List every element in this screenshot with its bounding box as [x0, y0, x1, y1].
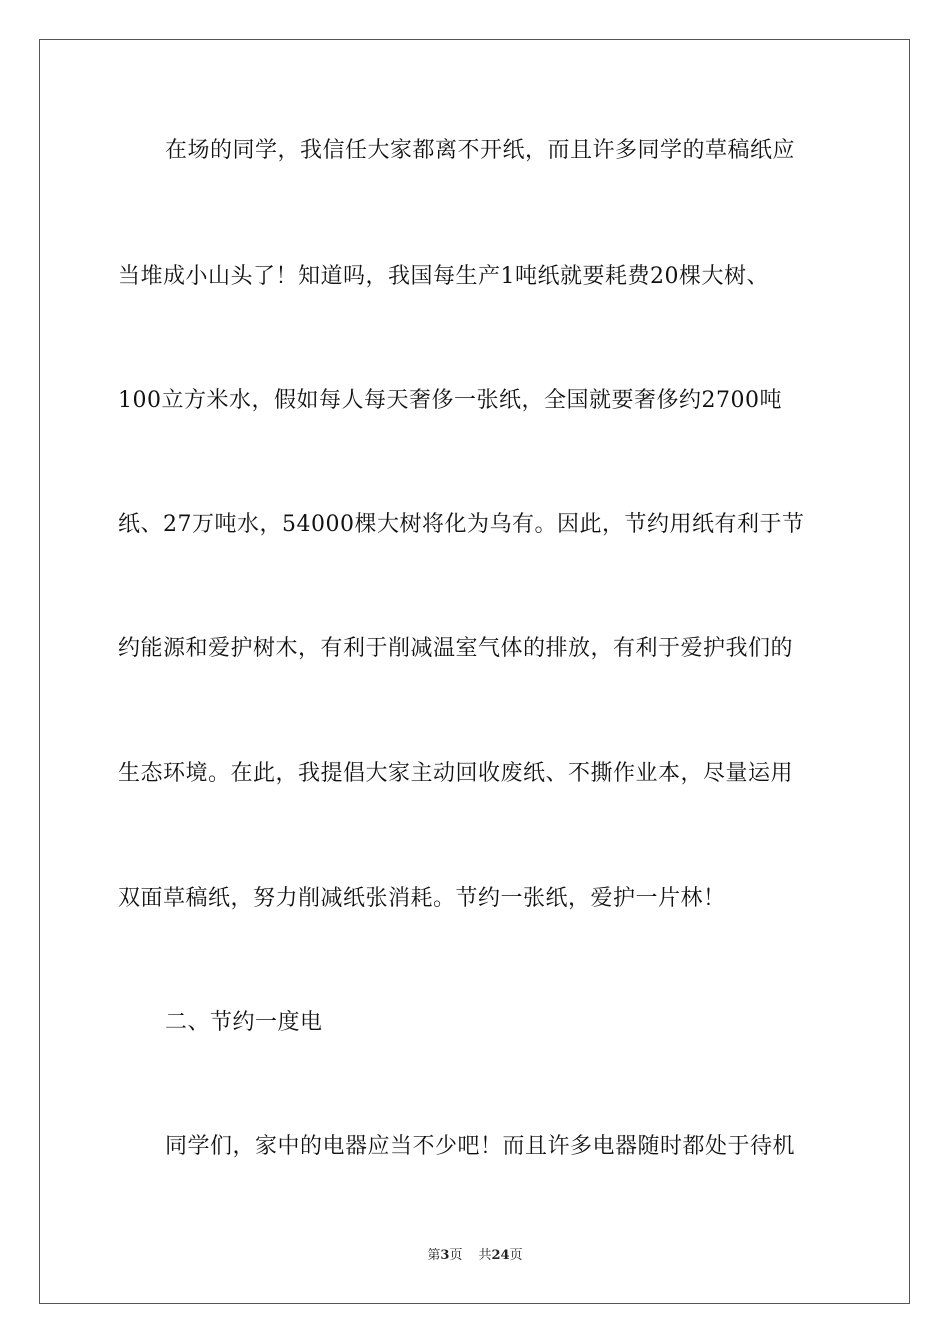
section-heading: 二、节约一度电: [165, 1010, 323, 1035]
paragraph-line: 在场的同学，我信任大家都离不开纸，而且许多同学的草稿纸应: [165, 138, 796, 163]
page-total: 24: [491, 1248, 510, 1263]
page-suffix: 页: [449, 1248, 463, 1263]
page-footer: [0, 1247, 950, 1265]
paragraph-line: 纸、27万吨水，54000棵大树将化为乌有。因此，节约用纸有利于节: [118, 512, 805, 537]
paragraph-line: 生态环境。在此，我提倡大家主动回收废纸、不撕作业本，尽量运用: [118, 761, 794, 786]
paragraph-line: 约能源和爱护树木，有利于削减温室气体的排放，有利于爱护我们的: [118, 636, 794, 661]
paragraph-line: 同学们，家中的电器应当不少吧！而且许多电器随时都处于待机: [165, 1134, 796, 1159]
page-number: 3: [440, 1248, 450, 1263]
paragraph-line: 双面草稿纸，努力削减纸张消耗。节约一张纸，爱护一片林！: [118, 886, 726, 911]
paragraph-line: 当堆成小山头了！知道吗，我国每生产1吨纸就要耗费20棵大树、: [118, 264, 769, 289]
total-suffix: 页: [509, 1248, 523, 1263]
paragraph-line: 100立方米水，假如每人每天奢侈一张纸，全国就要奢侈约2700吨: [118, 388, 782, 413]
page-border: [39, 39, 910, 1304]
page-prefix: 第: [427, 1248, 441, 1263]
total-prefix: 共: [478, 1248, 492, 1263]
